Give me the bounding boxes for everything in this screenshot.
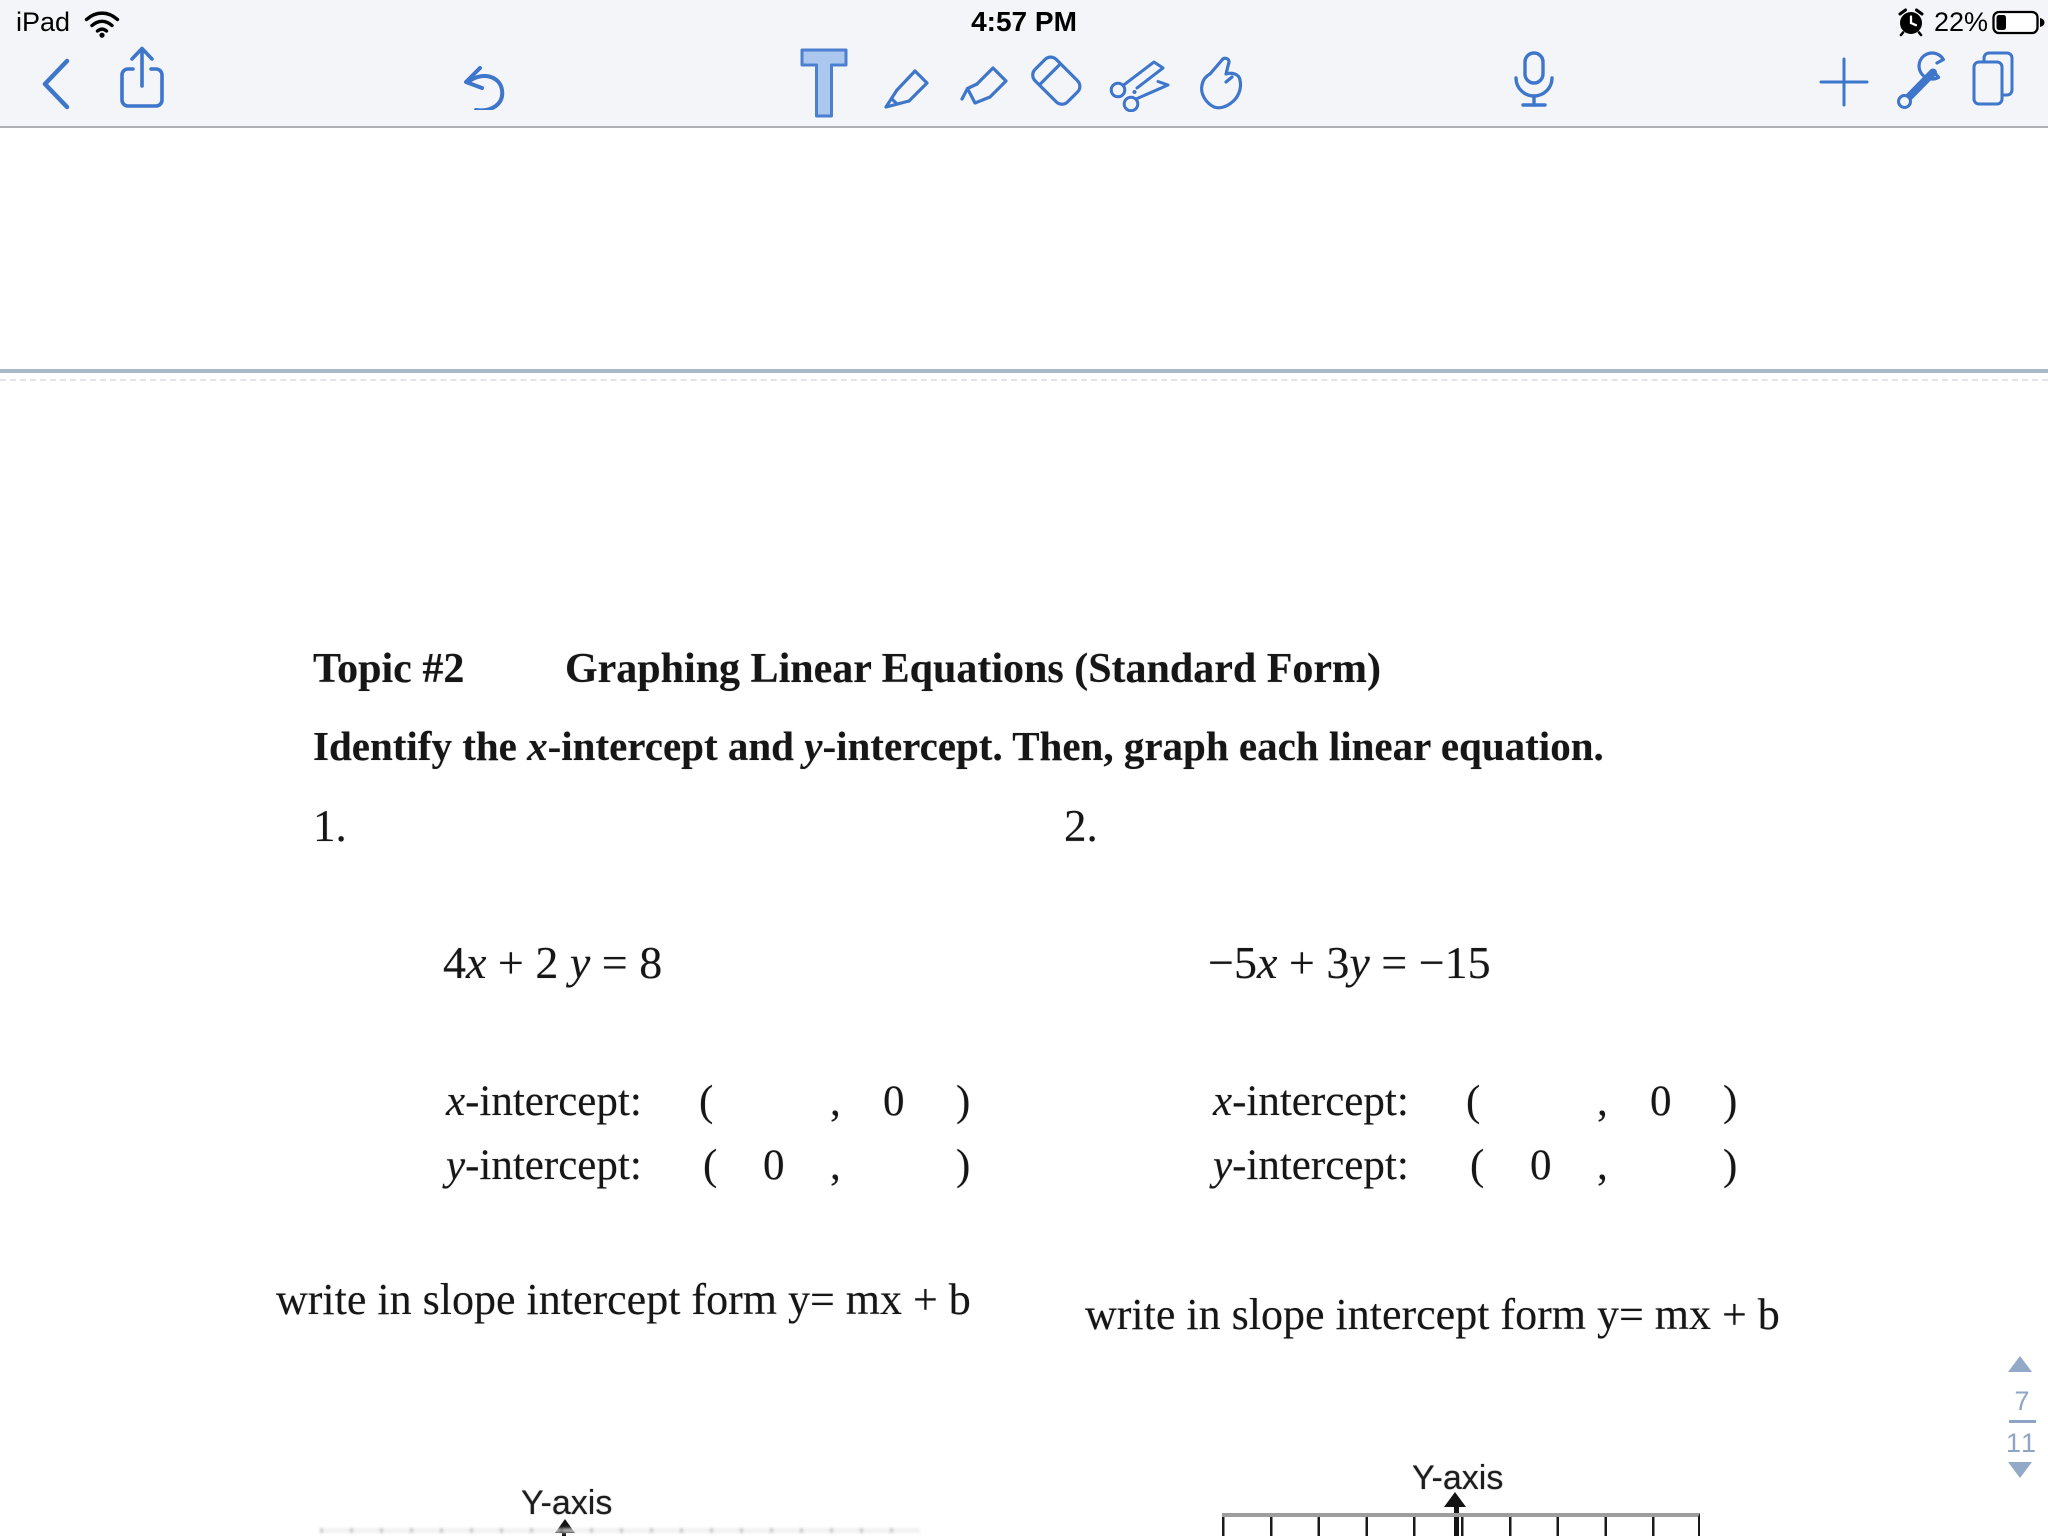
problem-1-slope-note: write in slope intercept form y= mx + b	[276, 1275, 971, 1324]
problem-2-graph-grid	[1222, 1513, 1700, 1536]
eraser-tool-button[interactable]	[1024, 48, 1090, 112]
problem-1-x-intercept-row: x-intercept: ( , 0 )	[446, 1078, 971, 1125]
problem-1-yaxis-label: Y-axis	[521, 1484, 613, 1522]
highlighter-tool-button[interactable]	[948, 48, 1012, 112]
device-label: iPad	[16, 7, 71, 37]
page-fraction-divider	[2009, 1420, 2036, 1423]
page-down-icon[interactable]	[2008, 1462, 2032, 1478]
add-page-button[interactable]	[1818, 56, 1870, 108]
page-divider-line	[0, 369, 2048, 373]
tools-settings-button[interactable]	[1888, 46, 1952, 112]
page-navigator	[2000, 1354, 2044, 1494]
problem-2-yaxis-label: Y-axis	[1412, 1459, 1504, 1497]
page-divider-dashed-line	[0, 379, 2048, 381]
page-up-icon[interactable]	[2008, 1356, 2032, 1372]
problem-1-equation: 4x + 2 y = 8	[443, 937, 663, 988]
text-tool-icon	[802, 50, 846, 116]
hand-tool-button[interactable]	[1186, 46, 1250, 112]
problem-1-grid-top-edge	[320, 1528, 920, 1533]
top-toolbar	[0, 0, 2048, 128]
problem-2-x-intercept-row: x-intercept: ( , 0 )	[1213, 1078, 1738, 1125]
instruction-line: Identify the x-intercept and y-intercept. Then, graph each linear equation.	[313, 723, 1604, 769]
problem-2-number: 2.	[1064, 801, 1098, 851]
problem-1-y-intercept-row: y-intercept: ( 0 , )	[446, 1142, 971, 1189]
alarm-clock-icon	[1896, 7, 1926, 42]
undo-button[interactable]	[452, 60, 506, 110]
scissors-tool-button[interactable]	[1106, 48, 1172, 112]
status-time: 4:57 PM	[971, 6, 1077, 37]
pages-overview-button[interactable]	[1962, 48, 2020, 112]
battery-icon	[1992, 10, 2046, 41]
problem-2-slope-note: write in slope intercept form y= mx + b	[1085, 1290, 1780, 1339]
battery-percent: 22%	[1934, 7, 1989, 37]
problem-2-y-intercept-row: y-intercept: ( 0 , )	[1213, 1142, 1738, 1189]
back-button[interactable]	[36, 56, 76, 112]
topic-label: Topic #2	[313, 646, 465, 692]
problem-2-equation: −5x + 3y = −15	[1208, 937, 1491, 988]
current-page-number[interactable]: 7	[2014, 1386, 2030, 1416]
microphone-button[interactable]	[1502, 48, 1566, 112]
text-tool-button[interactable]	[798, 46, 850, 120]
share-button[interactable]	[116, 44, 168, 112]
total-page-number: 11	[2005, 1428, 2039, 1458]
pencil-tool-button[interactable]	[872, 48, 936, 112]
page-title: Graphing Linear Equations (Standard Form)	[565, 646, 1382, 692]
problem-1-number: 1.	[313, 801, 347, 851]
